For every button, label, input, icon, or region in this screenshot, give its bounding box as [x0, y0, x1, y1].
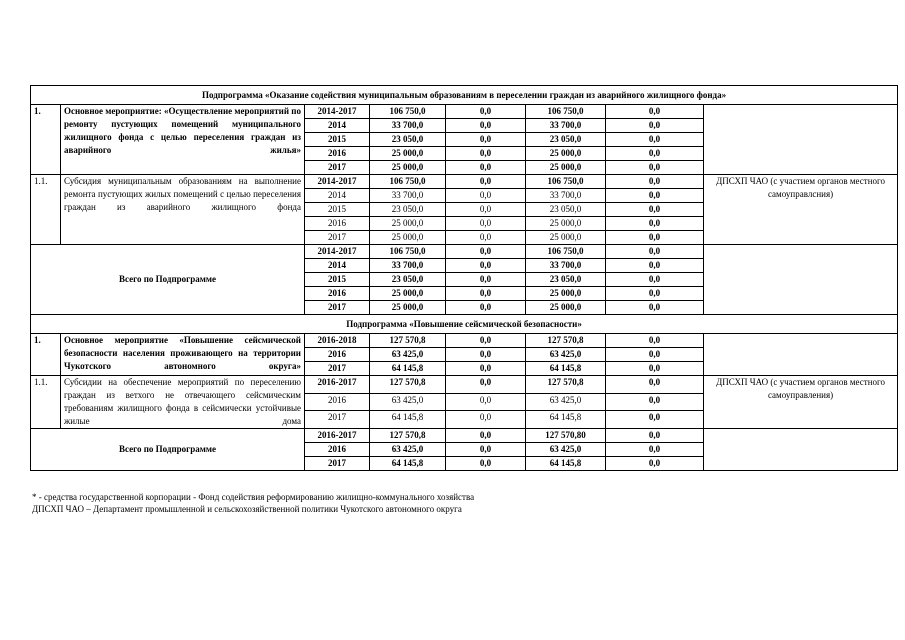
- item-name: Субсидия муниципальным образованиям на выполнение ремонта пустующих жилых помещений с целью переселения граждан из аварийного жилищного фонда: [61, 175, 305, 245]
- item-number: 1.: [31, 105, 61, 175]
- period-cell: 2017: [305, 411, 370, 429]
- regional-cell: 25 000,0: [526, 217, 606, 231]
- federal-cell: 0,0: [446, 411, 526, 429]
- regional-cell: 33 700,0: [526, 119, 606, 133]
- regional-cell: 33 700,0: [526, 189, 606, 203]
- regional-cell: 106 750,0: [526, 245, 606, 259]
- regional-cell: 25 000,0: [526, 161, 606, 175]
- executor-cell: [704, 105, 898, 175]
- executor-cell: [704, 245, 898, 315]
- federal-cell: 0,0: [446, 105, 526, 119]
- fund-cell: 0,0: [606, 161, 704, 175]
- regional-cell: 106 750,0: [526, 105, 606, 119]
- fund-cell: 0,0: [606, 175, 704, 189]
- federal-cell: 0,0: [446, 189, 526, 203]
- total-cell: 106 750,0: [370, 175, 446, 189]
- total-cell: 64 145,8: [370, 411, 446, 429]
- fund-cell: 0,0: [606, 287, 704, 301]
- federal-cell: 0,0: [446, 393, 526, 411]
- item-name: Субсидии на обеспечение мероприятий по переселению граждан из ветхого не отвечающего сейсмическим требованиям жилищного фонда в сейсмически устойчивые жилые дома: [61, 376, 305, 429]
- total-cell: 127 570,8: [370, 429, 446, 443]
- executor-cell: ДПСХП ЧАО (с участием органов местного самоуправления): [704, 376, 898, 429]
- federal-cell: 0,0: [446, 334, 526, 348]
- period-cell: 2014: [305, 189, 370, 203]
- fund-cell: 0,0: [606, 301, 704, 315]
- fund-cell: 0,0: [606, 189, 704, 203]
- period-cell: 2015: [305, 273, 370, 287]
- period-cell: 2014-2017: [305, 175, 370, 189]
- total-cell: 25 000,0: [370, 231, 446, 245]
- federal-cell: 0,0: [446, 362, 526, 376]
- fund-cell: 0,0: [606, 429, 704, 443]
- total-cell: 33 700,0: [370, 119, 446, 133]
- federal-cell: 0,0: [446, 231, 526, 245]
- total-label: Всего по Подпрограмме: [31, 245, 305, 315]
- federal-cell: 0,0: [446, 133, 526, 147]
- period-cell: 2016: [305, 217, 370, 231]
- federal-cell: 0,0: [446, 203, 526, 217]
- executor-cell: ДПСХП ЧАО (с участием органов местного самоуправлсния): [704, 175, 898, 245]
- period-cell: 2016: [305, 287, 370, 301]
- fund-cell: 0,0: [606, 147, 704, 161]
- federal-cell: 0,0: [446, 301, 526, 315]
- regional-cell: 63 425,0: [526, 393, 606, 411]
- item-number: 1.1.: [31, 376, 61, 429]
- period-cell: 2016-2017: [305, 376, 370, 394]
- fund-cell: 0,0: [606, 119, 704, 133]
- total-cell: 64 145,8: [370, 457, 446, 471]
- federal-cell: 0,0: [446, 273, 526, 287]
- total-cell: 33 700,0: [370, 189, 446, 203]
- federal-cell: 0,0: [446, 348, 526, 362]
- fund-cell: 0,0: [606, 231, 704, 245]
- federal-cell: 0,0: [446, 217, 526, 231]
- fund-cell: 0,0: [606, 443, 704, 457]
- period-cell: 2017: [305, 362, 370, 376]
- period-cell: 2017: [305, 457, 370, 471]
- table-row: [31, 429, 898, 443]
- item-name: Основное мероприятие «Повышение сейсмической безопасности населения проживающего на территории Чукотского автономного округа»: [61, 334, 305, 376]
- regional-cell: 63 425,0: [526, 348, 606, 362]
- total-cell: 25 000,0: [370, 161, 446, 175]
- federal-cell: 0,0: [446, 429, 526, 443]
- footnote-abbreviation: ДПСХП ЧАО – Департамент промышленной и сельскохозяйственной политики Чукотского автономного округа: [32, 504, 462, 514]
- item-name: Основное мероприятие: «Осуществление мероприятий по ремонту пустующих помещений муниципального жилищного фонда с целью переселения граждан из аварийного жилья»: [61, 105, 305, 175]
- subprogram-title: Подпрограмма «Оказание содействия муниципальным образованиям в переселении граждан из аварийного жилищного фонда»: [31, 86, 898, 105]
- fund-cell: 0,0: [606, 411, 704, 429]
- total-cell: 25 000,0: [370, 147, 446, 161]
- regional-cell: 25 000,0: [526, 287, 606, 301]
- total-cell: 127 570,8: [370, 334, 446, 348]
- table-row: [31, 175, 898, 189]
- regional-cell: 106 750,0: [526, 175, 606, 189]
- regional-cell: 127 570,8: [526, 376, 606, 394]
- regional-cell: 64 145,8: [526, 362, 606, 376]
- period-cell: 2014-2017: [305, 245, 370, 259]
- total-cell: 63 425,0: [370, 393, 446, 411]
- federal-cell: 0,0: [446, 376, 526, 394]
- federal-cell: 0,0: [446, 147, 526, 161]
- table-row: [31, 376, 898, 394]
- total-cell: 106 750,0: [370, 245, 446, 259]
- item-number: 1.: [31, 334, 61, 376]
- fund-cell: 0,0: [606, 334, 704, 348]
- fund-cell: 0,0: [606, 259, 704, 273]
- period-cell: 2016: [305, 348, 370, 362]
- regional-cell: 33 700,0: [526, 259, 606, 273]
- period-cell: 2017: [305, 231, 370, 245]
- federal-cell: 0,0: [446, 457, 526, 471]
- period-cell: 2014-2017: [305, 105, 370, 119]
- total-cell: 64 145,8: [370, 362, 446, 376]
- regional-cell: 127 570,80: [526, 429, 606, 443]
- federal-cell: 0,0: [446, 287, 526, 301]
- period-cell: 2015: [305, 203, 370, 217]
- footnote-fund: * - средства государственной корпорации - Фонд содействия реформированию жилищно-коммунального хозяйства: [32, 492, 475, 502]
- fund-cell: 0,0: [606, 105, 704, 119]
- total-cell: 63 425,0: [370, 348, 446, 362]
- federal-cell: 0,0: [446, 259, 526, 273]
- total-cell: 63 425,0: [370, 443, 446, 457]
- item-number: 1.1.: [31, 175, 61, 245]
- period-cell: 2016-2018: [305, 334, 370, 348]
- regional-cell: 23 050,0: [526, 133, 606, 147]
- fund-cell: 0,0: [606, 362, 704, 376]
- document-table-wrapper: [30, 85, 897, 471]
- period-cell: 2014: [305, 119, 370, 133]
- period-cell: 2016-2017: [305, 429, 370, 443]
- executor-cell: [704, 429, 898, 471]
- fund-cell: 0,0: [606, 133, 704, 147]
- federal-cell: 0,0: [446, 119, 526, 133]
- program-finance-table: [30, 85, 898, 471]
- total-cell: 23 050,0: [370, 133, 446, 147]
- fund-cell: 0,0: [606, 348, 704, 362]
- period-cell: 2014: [305, 259, 370, 273]
- regional-cell: 23 050,0: [526, 273, 606, 287]
- regional-cell: 23 050,0: [526, 203, 606, 217]
- total-cell: 25 000,0: [370, 217, 446, 231]
- fund-cell: 0,0: [606, 393, 704, 411]
- total-cell: 33 700,0: [370, 259, 446, 273]
- total-cell: 23 050,0: [370, 203, 446, 217]
- fund-cell: 0,0: [606, 217, 704, 231]
- total-cell: 106 750,0: [370, 105, 446, 119]
- federal-cell: 0,0: [446, 443, 526, 457]
- total-cell: 25 000,0: [370, 301, 446, 315]
- federal-cell: 0,0: [446, 161, 526, 175]
- period-cell: 2016: [305, 443, 370, 457]
- regional-cell: 25 000,0: [526, 301, 606, 315]
- regional-cell: 64 145,8: [526, 411, 606, 429]
- table-row: [31, 334, 898, 348]
- total-cell: 127 570,8: [370, 376, 446, 394]
- table-row: [31, 105, 898, 119]
- regional-cell: 25 000,0: [526, 147, 606, 161]
- total-cell: 25 000,0: [370, 287, 446, 301]
- regional-cell: 25 000,0: [526, 231, 606, 245]
- regional-cell: 63 425,0: [526, 443, 606, 457]
- fund-cell: 0,0: [606, 203, 704, 217]
- regional-cell: 64 145,8: [526, 457, 606, 471]
- period-cell: 2017: [305, 161, 370, 175]
- period-cell: 2017: [305, 301, 370, 315]
- period-cell: 2015: [305, 133, 370, 147]
- table-row: [31, 245, 898, 259]
- federal-cell: 0,0: [446, 245, 526, 259]
- regional-cell: 127 570,8: [526, 334, 606, 348]
- fund-cell: 0,0: [606, 457, 704, 471]
- total-cell: 23 050,0: [370, 273, 446, 287]
- federal-cell: 0,0: [446, 175, 526, 189]
- fund-cell: 0,0: [606, 273, 704, 287]
- period-cell: 2016: [305, 147, 370, 161]
- executor-cell: [704, 334, 898, 376]
- period-cell: 2016: [305, 393, 370, 411]
- subprogram-title: Подпрограмма «Повышение сейсмической безопасности»: [31, 315, 898, 334]
- fund-cell: 0,0: [606, 376, 704, 394]
- fund-cell: 0,0: [606, 245, 704, 259]
- total-label: Всего по Подпрограмме: [31, 429, 305, 471]
